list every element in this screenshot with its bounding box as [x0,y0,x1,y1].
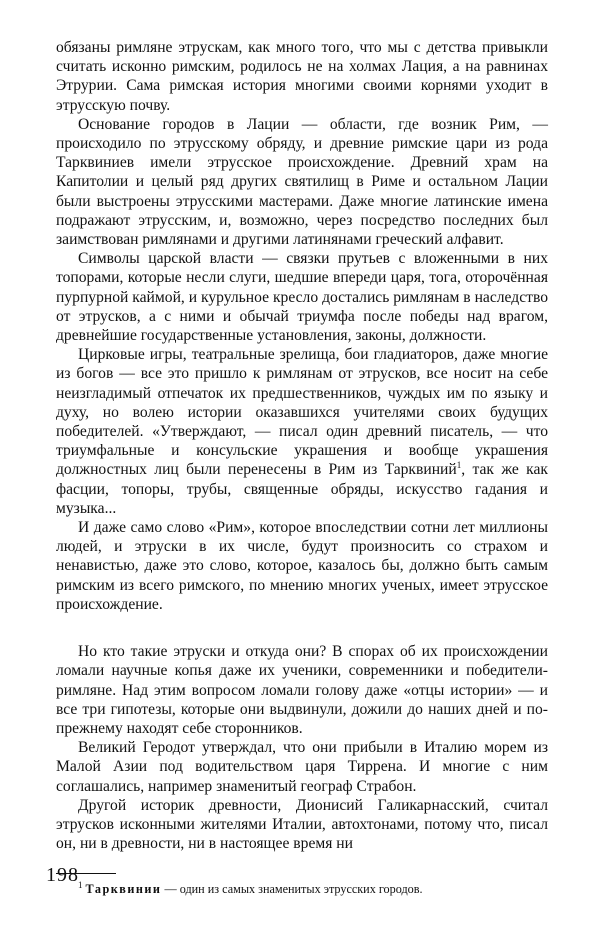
footnote-text: — один из самых знаменитых этрусских городов. [161,882,423,897]
footnote-reference: 1 [456,460,462,471]
paragraph-circus-games [56,345,548,518]
paragraph-continuation: обязаны римляне этрускам, как много того, что мы с детства привыкли считать исконно римским, родилось не на холмах Лация, а на равнинах Этрурии. Сама римская история многими своими корнями уходит в этрусскую почву. [56,39,548,114]
paragraph-royal-symbols: Символы царской власти — связки прутьев с вложенными в них топорами, которые несли слуги, шедшие впереди царя, тога, оторочённая пурпурной каймой, и курульное кресло достались римлянам в наследство от этрусков, а с ними и обычай триумфа после победы над врагом, древнейшие государственные установления, законы, должности. [56,250,548,345]
page-number: 198 [46,864,79,886]
paragraph-word-rome: И даже само слово «Рим», которое впоследствии сотни лет миллионы людей, и этруски в их числе, будут произносить со страхом и ненавистью, даже это слово, которое, казалось бы, должно быть самым римским из всего римского, по мнению многих ученых, имеет этрусское происхождение. [56,519,548,613]
paragraph-founding-of-cities: Основание городов в Лации — области, где возник Рим, — происходило по этрусскому обряду, и древние римские цари из рода Тарквиниев имели этрусское происхождение. Древний храм на Капитолии и целый ряд других святилищ в Риме и остальном Лации были выстроены этрусскими мастерами. Даже многие латинские имена подражают этрусским, и, возможно, через посредство последних был заимствован римлянами и другими латинянами греческий алфавит. [56,115,548,249]
paragraph-who-are-etruscans: Но кто такие этруски и откуда они? В спорах об их происхождении ломали научные копья даже их ученики, современники и победители-римляне. Над этим вопросом ломали голову даже «отцы истории» — и все три гипотезы, которые они выдвинули, дожили до наших дней и по-прежнему находят себе сторонников. [56,643,548,737]
paragraph-text: Цирковые игры, театральные зрелища, бои гладиаторов, даже многие из богов — все это пришло к римлянам от этрусков, все носит на себе неизгладимый отпечаток их предшественников, чуждых им по языку и духу, но волею истории оказавшихся учителями своих будущих победителей. «Утверждают, — писал один древний писатель, — что триумфальные и консульские украшения и вообще украшения должностных лиц были перенесены в Рим из Тарквиний [56,346,548,479]
paragraph-text: , так же как фасции, топоры, трубы, священные обряды, искусство гадания и музыка... [56,461,548,517]
footnote-term: Тарквинии [85,882,162,897]
section-gap [56,614,548,642]
paragraph-dionysius: Другой историк древности, Дионисий Галикарнасский, считал этрусков исконными жителями Италии, автохтонами, потому что, писал он, ни в древности, ни в настоящее время ни [56,796,548,853]
paragraph-herodotus: Великий Геродот утверждал, что они прибыли в Италию морем из Малой Азии под водительством царя Тиррена. И многие с ним соглашались, например знаменитый географ Страбон. [56,739,548,795]
footnote-mark: 1 [78,880,83,891]
footnote [56,882,548,897]
